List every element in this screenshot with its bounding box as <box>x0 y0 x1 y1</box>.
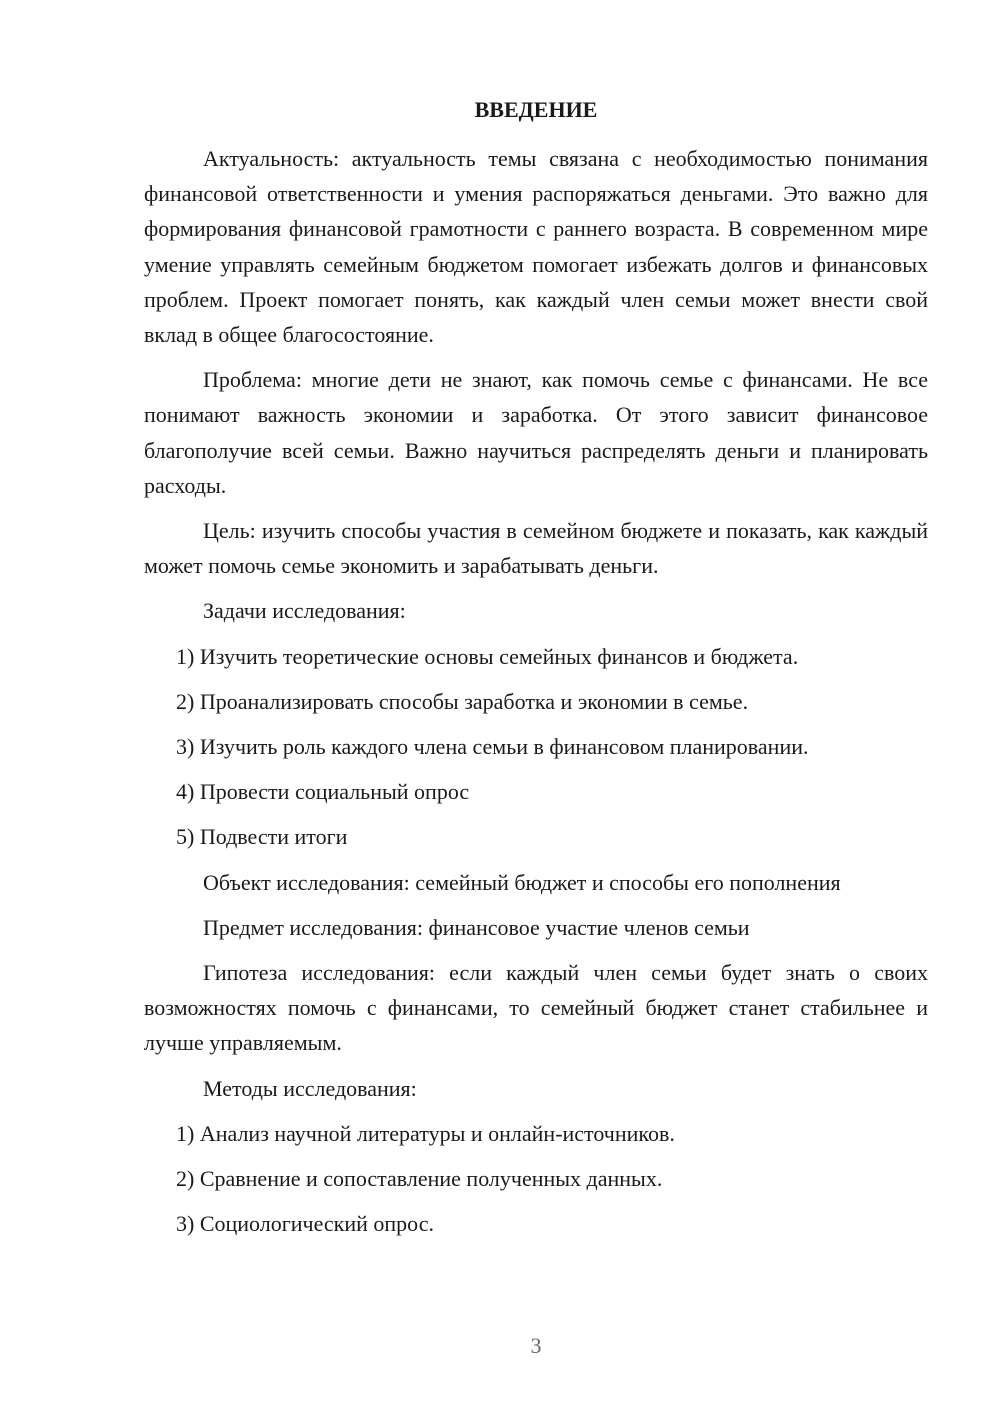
page-number: 3 <box>530 1333 542 1358</box>
list-item: 5) Подвести итоги <box>176 824 348 850</box>
paragraph-subject: Предмет исследования: финансовое участие членов семьи <box>203 914 750 940</box>
list-item: 3) Социологический опрос. <box>176 1211 434 1237</box>
methods-list <box>144 1116 928 1242</box>
paragraph-relevance: Актуальность: актуальность темы связана с необходимостью понимания финансовой ответственности и умения распоряжаться деньгами. Это важно для формирования финансовой грамотности с раннего возраста. В современном мире умение управлять семейным бюджетом помогает избежать долгов и финансовых проблем. Проект помогает понять, как каждый член семьи может внести свой вклад в общее благосостояние. <box>144 146 928 348</box>
methods-heading: Методы исследования: <box>203 1075 417 1101</box>
page-title: ВВЕДЕНИЕ <box>474 97 598 122</box>
paragraph-object: Объект исследования: семейный бюджет и способы его пополнения <box>203 869 841 895</box>
paragraph-goal: Цель: изучить способы участия в семейном бюджете и показать, как каждый может помочь семье экономить и зарабатывать деньги. <box>144 518 928 579</box>
list-item: 4) Провести социальный опрос <box>176 779 470 805</box>
paragraph-problem: Проблема: многие дети не знают, как помочь семье с финансами. Не все понимают важность экономии и заработка. От этого зависит финансовое благополучие всей семьи. Важно научиться распределять деньги и планировать расходы. <box>144 367 928 498</box>
list-item: 3) Изучить роль каждого члена семьи в финансовом планировании. <box>176 734 809 760</box>
paragraph-hypothesis: Гипотеза исследования: если каждый член семьи будет знать о своих возможностях помочь с финансами, то семейный бюджет станет стабильнее и лучше управляемым. <box>144 960 928 1056</box>
tasks-list <box>144 639 928 855</box>
list-item: 2) Сравнение и сопоставление полученных данных. <box>176 1166 663 1192</box>
list-item: 1) Анализ научной литературы и онлайн-источников. <box>176 1120 675 1146</box>
document-body <box>144 141 928 1251</box>
list-item: 2) Проанализировать способы заработка и экономии в семье. <box>176 688 749 714</box>
tasks-heading: Задачи исследования: <box>203 598 406 624</box>
list-item: 1) Изучить теоретические основы семейных финансов и бюджета. <box>176 643 799 669</box>
